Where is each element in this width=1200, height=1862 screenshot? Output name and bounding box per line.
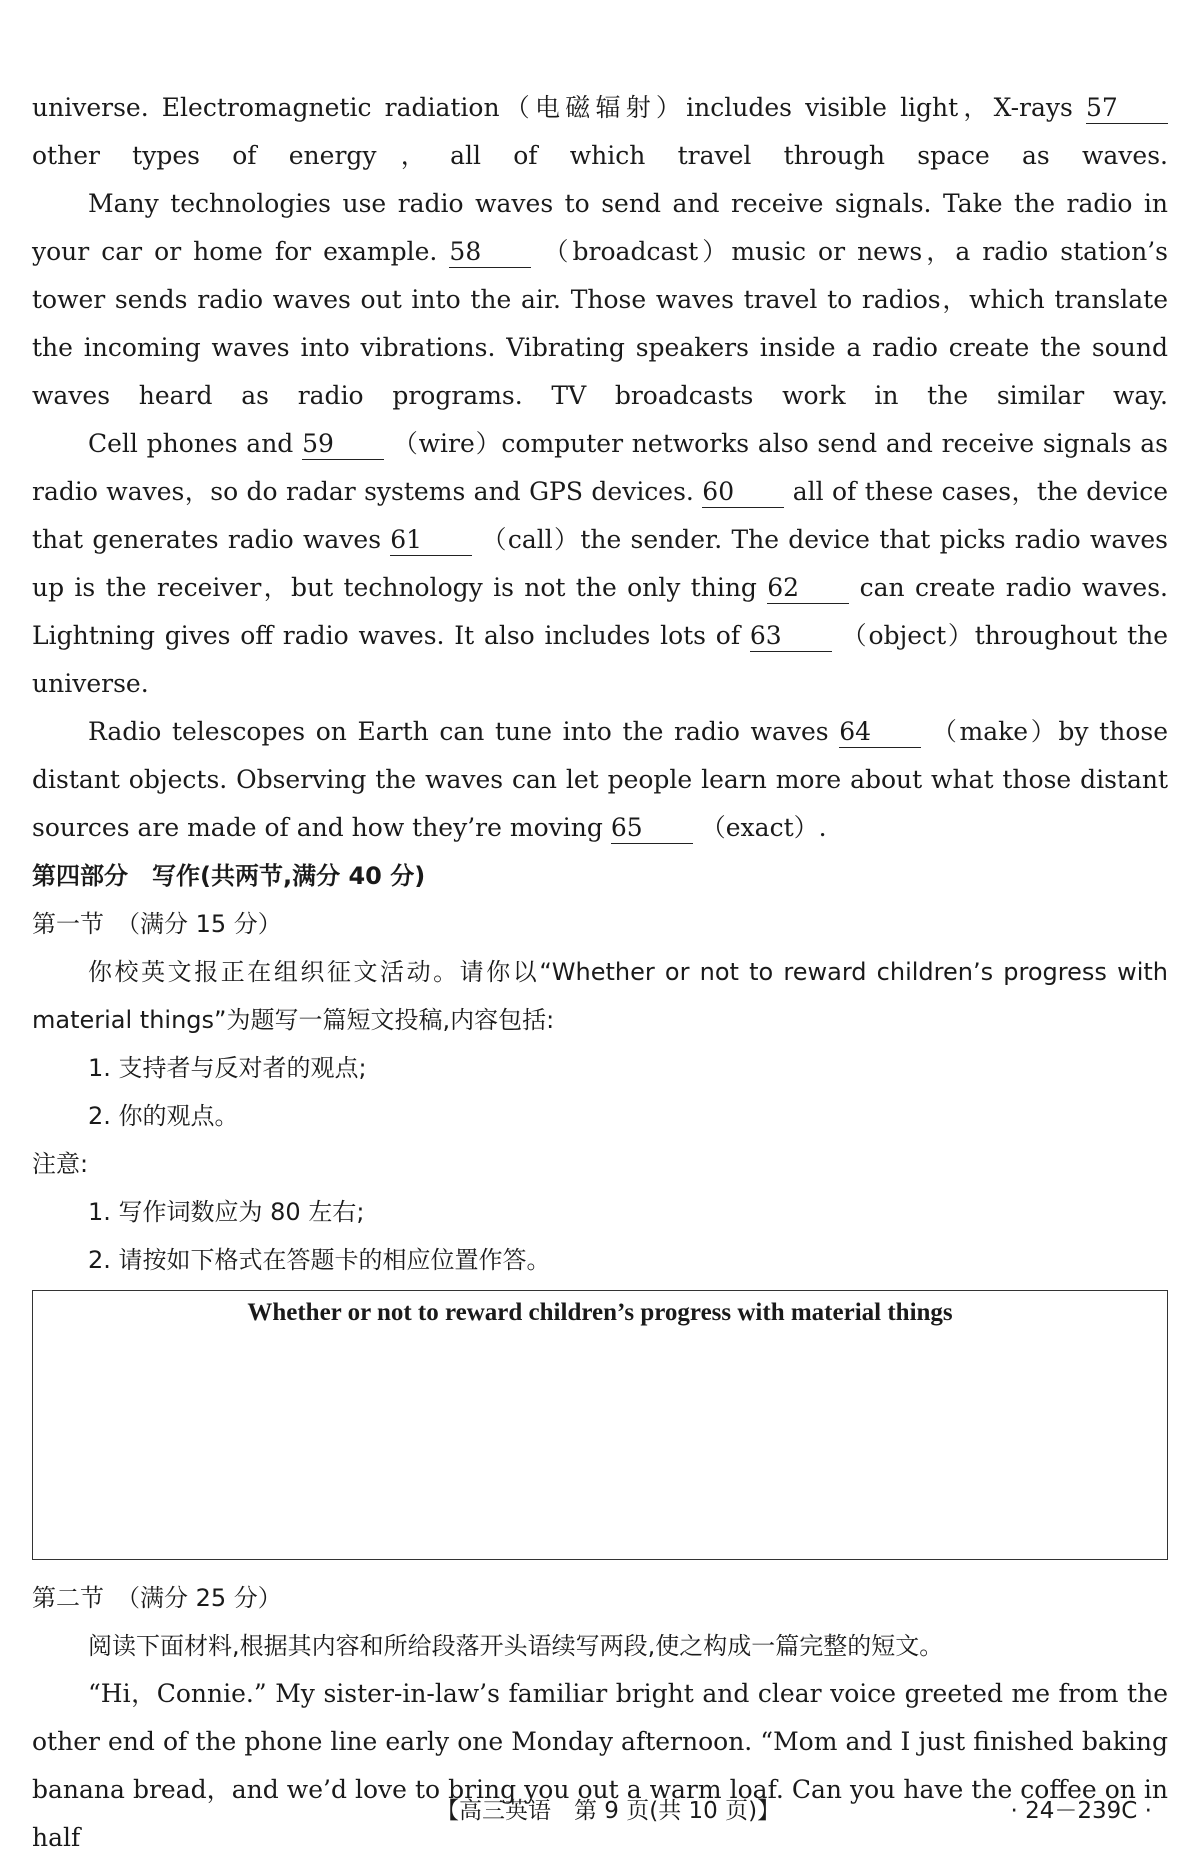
blank-62: 62 (767, 573, 849, 604)
section-1-instruction: 你校英文报正在组织征文活动。请你以“Whether or not to reward children’s progress with material things”为题写一篇短文投稿,内容包括: (32, 958, 1168, 1034)
blank-57: 57 (1086, 93, 1168, 124)
answer-box-title: Whether or not to reward children’s progress with material things (247, 1299, 953, 1326)
paragraph-4: Radio telescopes on Earth can tune into the radio waves 64 （make）by those distant objects. Observing the waves can let people learn more about what those distant sources are made of and how they’re moving 65 （exact）. (32, 717, 1168, 842)
section-1-title: 第一节 （满分 15 分） (32, 910, 282, 938)
section-2-instruction: 阅读下面材料,根据其内容和所给段落开头语续写两段,使之构成一篇完整的短文。 (88, 1632, 944, 1660)
footer-code: · 24－239C · (1010, 1798, 1152, 1824)
section-2-title: 第二节 （满分 25 分） (32, 1584, 282, 1612)
answer-box (32, 1290, 1168, 1560)
story-text: “Hi，Connie.” My sister-in-law’s familiar bright and clear voice greeted me from the other end of the phone line early one Monday afternoon. “Mom and I just finished baking banana bread，and we’d love to bring you out a warm loaf. Can you have the coffee on in half (32, 1679, 1168, 1852)
footer-page-info: 【高三英语 第 9 页(共 10 页)】 (436, 1798, 781, 1824)
part-title: 第四部分 写作(共两节,满分 40 分) (32, 862, 426, 890)
paragraph-3: Cell phones and 59 （wire）computer networks also send and receive signals as radio waves，so do radar systems and GPS devices. 60 all of these cases，the device that generates radio waves 61 （call）the sender. The device that picks radio waves up is the receiver，but technology is not the only thing 62 can create radio waves. Lightning gives off radio waves. It also includes lots of 63 （object）throughout the universe. (32, 429, 1169, 698)
blank-61: 61 (390, 525, 472, 556)
blank-60: 60 (702, 477, 784, 508)
blank-63: 63 (750, 621, 832, 652)
blank-65: 65 (611, 813, 693, 844)
blank-58: 58 (449, 237, 531, 268)
blank-64: 64 (839, 717, 921, 748)
section-1-item-1: 1. 支持者与反对者的观点; (88, 1054, 367, 1082)
paragraph-1: universe. Electromagnetic radiation（电磁辐射）includes visible light，X-rays 57 other types of energy，all of which travel through space as waves. (32, 93, 1168, 170)
exam-page (32, 84, 1168, 1862)
note-2: 2. 请按如下格式在答题卡的相应位置作答。 (88, 1246, 551, 1274)
note-label: 注意: (32, 1150, 89, 1178)
paragraph-2: Many technologies use radio waves to send and receive signals. Take the radio in your car or home for example. 58 （broadcast）music or news，a radio station’s tower sends radio waves out into the air. Those waves travel to radios，which translate the incoming waves into vibrations. Vibrating speakers inside a radio create the sound waves heard as radio programs. TV broadcasts work in the similar way. (32, 189, 1168, 410)
note-1: 1. 写作词数应为 80 左右; (88, 1198, 365, 1226)
blank-59: 59 (302, 429, 384, 460)
section-1-item-2: 2. 你的观点。 (88, 1102, 239, 1130)
